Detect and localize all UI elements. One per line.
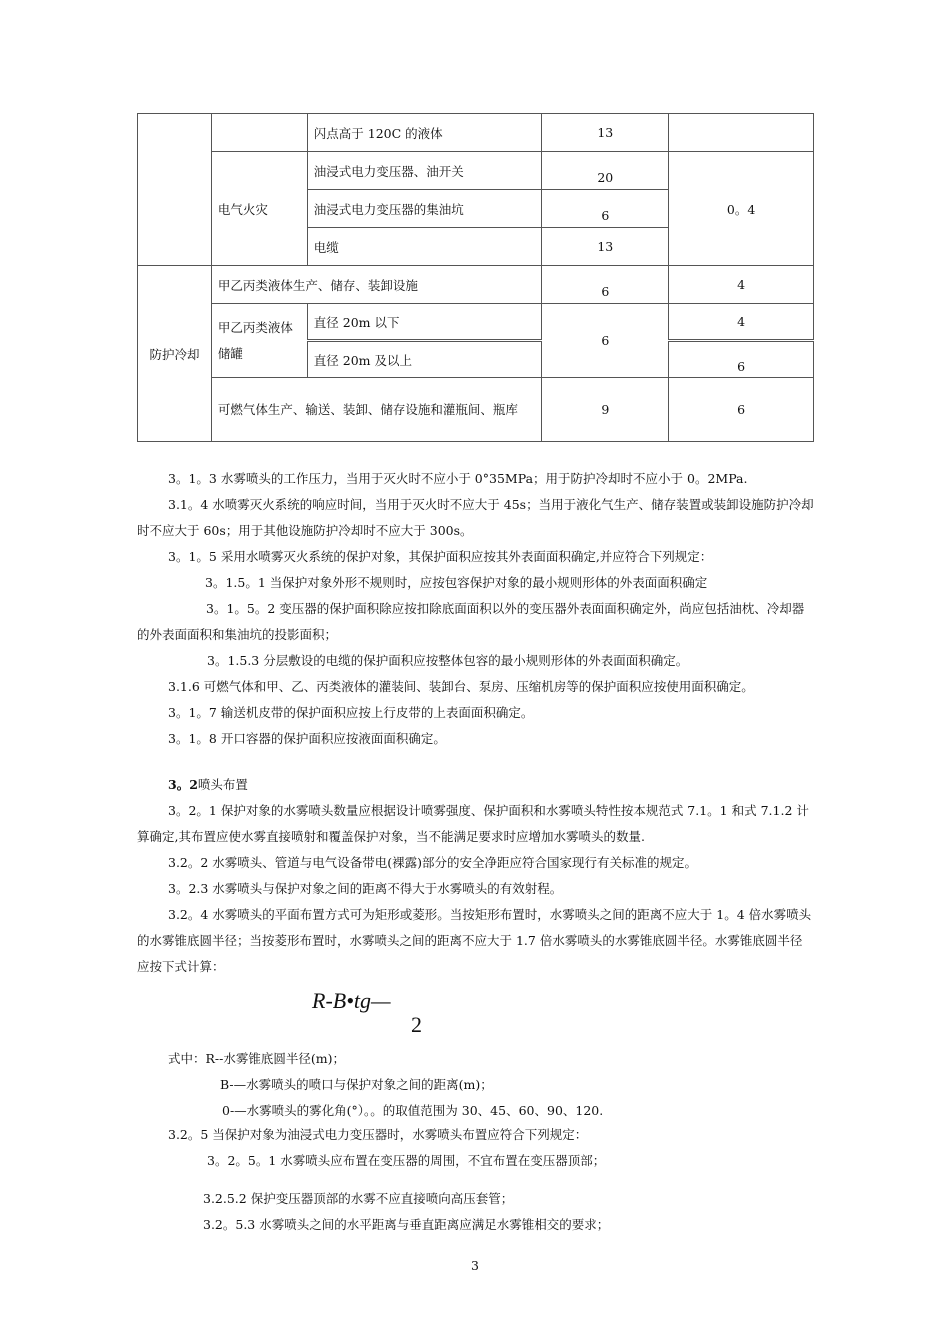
paragraph: 3.2.5.2 保护变压器顶部的水雾不应直接喷向高压套管； <box>203 1191 514 1206</box>
paragraph: 3。1。5 采用水喷雾灭火系统的保护对象，其保护面积应按其外表面面积确定,并应符合下列规定： <box>168 549 713 564</box>
section-title: 喷头布置 <box>197 777 248 792</box>
paragraph: 3.2。5.3 水雾喷头之间的水平距离与垂直距离应满足水雾锥相交的要求； <box>203 1217 610 1232</box>
paragraph: 式中：R--水雾锥底圆半径(m)； <box>168 1051 345 1066</box>
table-cell: 0。4 <box>669 152 814 266</box>
table-cell: 4 <box>669 304 814 341</box>
table-cell: 甲乙丙类液体储罐 <box>211 304 307 378</box>
table-row <box>138 304 814 341</box>
table-cell: 防护冷却 <box>138 266 212 442</box>
table-cell <box>211 114 307 152</box>
paragraph: B-—水雾喷头的喷口与保护对象之间的距离(m)； <box>220 1077 493 1092</box>
table-cell: 甲乙丙类液体生产、储存、装卸设施 <box>211 266 541 304</box>
table-cell <box>669 114 814 152</box>
paragraph: 3。1。5。2 变压器的保护面积除应按扣除底面面积以外的变压器外表面面积确定外，尚应包括油枕、冷却器的外表面面积和集油坑的投影面积； <box>137 601 805 642</box>
table-cell: 13 <box>542 114 669 152</box>
paragraph: 3。2。5。1 水雾喷头应布置在变压器的周围，不宜布置在变压器顶部； <box>207 1153 606 1168</box>
paragraph: 3。2。1 保护对象的水雾喷头数量应根据设计喷雾强度、保护面积和水雾喷头特性按本规范式 7.1。1 和式 7.1.2 计算确定,其布置应使水雾直接喷射和覆盖保护对象，当不能满足要求时应增加水雾喷头的数量. <box>137 803 809 844</box>
spec-table <box>137 113 814 442</box>
table-row <box>138 114 814 152</box>
table-cell <box>138 114 212 266</box>
table-cell: 直径 20m 及以上 <box>307 341 542 378</box>
formula: R-B•tg— <box>312 988 391 1013</box>
table-cell: 6 <box>542 266 669 304</box>
table-cell: 电气火灾 <box>211 152 307 266</box>
table-cell: 4 <box>669 266 814 304</box>
table-cell: 13 <box>542 228 669 266</box>
table-row <box>138 378 814 442</box>
table-cell: 20 <box>542 152 669 190</box>
paragraph: 3.1。4 水喷雾灭火系统的响应时间，当用于灭火时不应大于 45s；当用于液化气生产、储存装置或装卸设施防护冷却时不应大于 60s；用于其他设施防护冷却时不应大于 300s。 <box>137 497 814 538</box>
table-cell: 油浸式电力变压器的集油坑 <box>307 190 542 228</box>
table-row <box>138 152 814 190</box>
table-cell: 油浸式电力变压器、油开关 <box>307 152 542 190</box>
table-cell: 9 <box>542 378 669 442</box>
table-cell: 可燃气体生产、输送、装卸、储存设施和灌瓶间、瓶库 <box>211 378 541 442</box>
table-cell: 直径 20m 以下 <box>307 304 542 341</box>
paragraph: 3.2。4 水雾喷头的平面布置方式可为矩形或菱形。当按矩形布置时，水雾喷头之间的距离不应大于 1。4 倍水雾喷头的水雾锥底圆半径；当按菱形布置时，水雾喷头之间的距离不应大于 1.7 倍水雾喷头的水雾锥底圆半径。水雾锥底圆半径应按下式计算： <box>137 907 812 974</box>
paragraph: 3。2.3 水雾喷头与保护对象之间的距离不得大于水雾喷头的有效射程。 <box>168 881 563 896</box>
paragraph: 3.1.6 可燃气体和甲、乙、丙类液体的灌装间、装卸台、泵房、压缩机房等的保护面积应按使用面积确定。 <box>168 679 754 694</box>
page-number: 3 <box>471 1258 479 1273</box>
table-cell: 6 <box>669 378 814 442</box>
section-number: 3。2 <box>168 777 198 792</box>
paragraph: 3.2。2 水雾喷头、管道与电气设备带电(裸露)部分的安全净距应符合国家现行有关标准的规定。 <box>168 855 698 870</box>
formula-denominator: 2 <box>411 1012 422 1037</box>
table-cell: 6 <box>669 341 814 378</box>
table-cell: 6 <box>542 190 669 228</box>
paragraph: 3。1.5。1 当保护对象外形不规则时，应按包容保护对象的最小规则形体的外表面面积确定 <box>205 575 708 590</box>
paragraph: 3。1。3 水雾喷头的工作压力，当用于灭火时不应小于 0°35MPa；用于防护冷却时不应小于 0。2MPa. <box>168 471 748 486</box>
paragraph: 3。1。7 输送机皮带的保护面积应按上行皮带的上表面面积确定。 <box>168 705 534 720</box>
paragraph: 3。1。8 开口容器的保护面积应按液面面积确定。 <box>168 731 446 746</box>
paragraph: 3.2。5 当保护对象为油浸式电力变压器时，水雾喷头布置应符合下列规定： <box>168 1127 588 1142</box>
paragraph: 0-—水雾喷头的雾化角(°）。。的取值范围为 30、45、60、90、120. <box>222 1103 604 1118</box>
table-cell: 电缆 <box>307 228 542 266</box>
section-heading <box>168 772 248 798</box>
table-cell: 闪点高于 120C 的液体 <box>307 114 542 152</box>
paragraph: 3。1.5.3 分层敷设的电缆的保护面积应按整体包容的最小规则形体的外表面面积确定。 <box>207 653 689 668</box>
table-cell: 6 <box>542 304 669 378</box>
table-row <box>138 266 814 304</box>
